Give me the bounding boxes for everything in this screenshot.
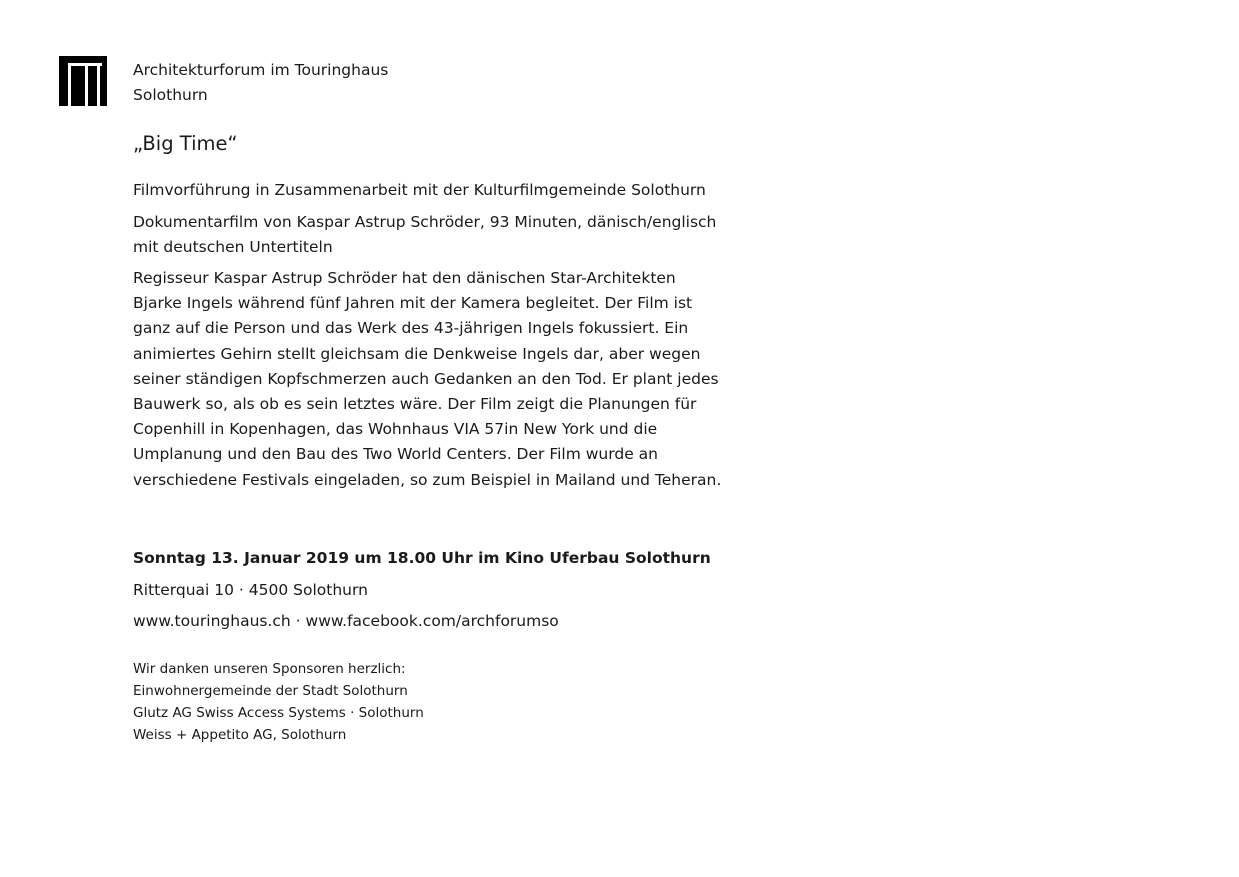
org-name: Architekturforum im Touringhaus [133, 61, 389, 79]
description-line: verschiedene Festivals eingeladen, so zum Beispiel in Mailand und Teheran. [133, 470, 722, 489]
description-line: Bjarke Ingels während fünf Jahren mit der Kamera begleitet. Der Film ist [133, 294, 693, 313]
description-line: Bauwerk so, als ob es sein letztes wäre. Der Film zeigt die Planungen für [133, 395, 697, 414]
sponsor-item: Einwohnergemeinde der Stadt Solothurn [133, 683, 408, 699]
description-line: Copenhill in Kopenhagen, das Wohnhaus VIA 57in New York und die [133, 420, 658, 439]
intro-line: Filmvorführung in Zusammenarbeit mit der Kulturfilmgemeinde Solothurn [133, 181, 706, 199]
sponsors-section [133, 658, 424, 746]
sponsor-item: Weiss + Appetito AG, Solothurn [133, 727, 347, 743]
intro-text [133, 178, 733, 203]
film-info-line: Dokumentarfilm von Kaspar Astrup Schröder, 93 Minuten, dänisch/englisch [133, 213, 717, 231]
architekturforum-logo-icon [59, 56, 107, 106]
event-links: www.touringhaus.ch · www.facebook.com/archforumso [133, 612, 559, 630]
description-line: ganz auf die Person und das Werk des 43-jährigen Ingels fokussiert. Ein [133, 319, 689, 338]
sponsor-item: Glutz AG Swiss Access Systems · Solothurn [133, 705, 424, 721]
film-info [133, 210, 733, 260]
event-address: Ritterquai 10 · 4500 Solothurn [133, 581, 368, 599]
description-line: seiner ständigen Kopfschmerzen auch Gedanken an den Tod. Er plant jedes [133, 369, 719, 388]
film-description [133, 266, 733, 493]
film-title: „Big Time“ [133, 132, 238, 155]
description-line: Regisseur Kaspar Astrup Schröder hat den dänischen Star-Architekten [133, 269, 676, 287]
sponsors-heading: Wir danken unseren Sponsoren herzlich: [133, 661, 406, 677]
film-info-line: mit deutschen Untertiteln [133, 238, 333, 257]
event-datetime: Sonntag 13. Januar 2019 um 18.00 Uhr im Kino Uferbau Solothurn [133, 549, 711, 567]
description-line: animiertes Gehirn stellt gleichsam die Denkweise Ingels dar, aber wegen [133, 344, 701, 363]
org-city: Solothurn [133, 86, 208, 104]
organization-header [133, 58, 388, 108]
description-line: Umplanung und den Bau des Two World Centers. Der Film wurde an [133, 445, 658, 464]
